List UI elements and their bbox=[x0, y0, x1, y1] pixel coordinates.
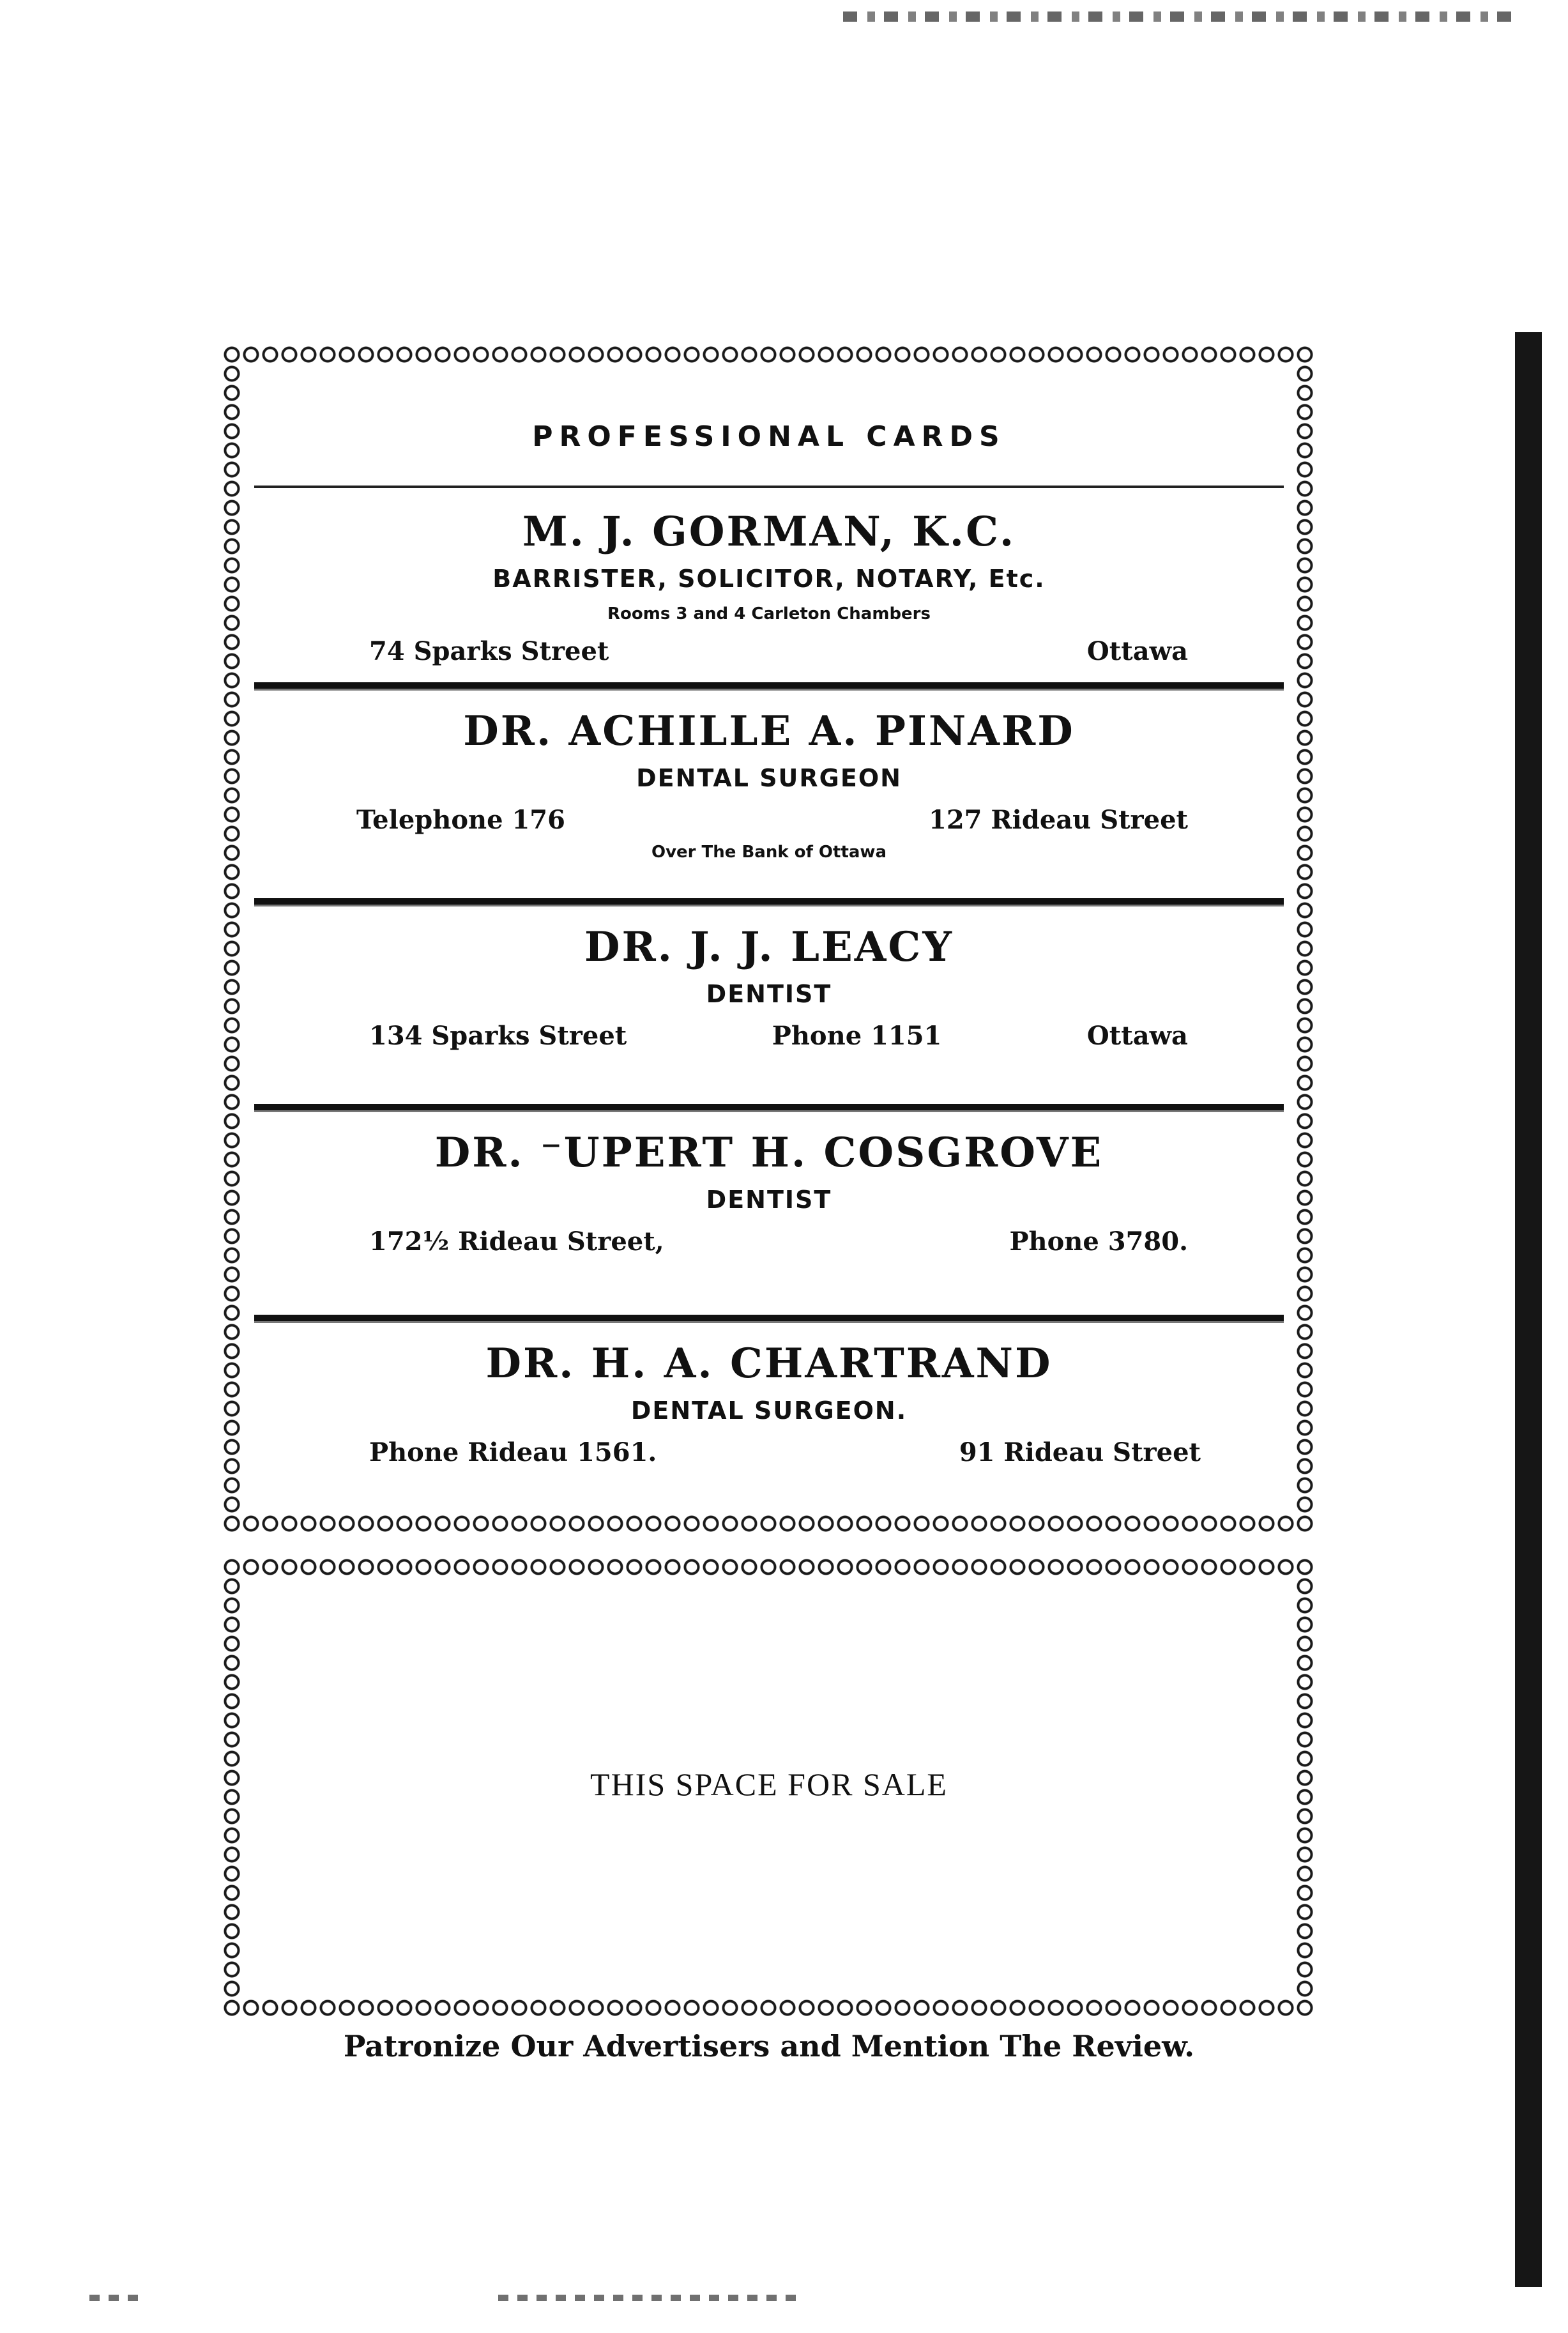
card-title: DENTIST bbox=[706, 1186, 832, 1214]
card-address-row bbox=[241, 636, 1297, 666]
card-cosgrove bbox=[241, 1131, 1297, 1257]
card-name: DR. H. A. CHARTRAND bbox=[485, 1340, 1053, 1388]
card-gorman bbox=[241, 510, 1297, 666]
card-address: 127 Rideau Street bbox=[928, 805, 1188, 836]
professional-cards-frame bbox=[222, 345, 1316, 1532]
card-phone: Phone Rideau 1561. bbox=[369, 1437, 657, 1468]
header-divider bbox=[254, 486, 1284, 488]
card-contact-row bbox=[241, 805, 1297, 835]
card-divider bbox=[254, 898, 1284, 906]
card-divider bbox=[254, 682, 1284, 691]
space-for-sale-text: THIS SPACE FOR SALE bbox=[590, 1766, 948, 1802]
card-address: 91 Rideau Street bbox=[959, 1437, 1201, 1468]
card-phone: Phone 1151 bbox=[772, 1021, 942, 1052]
card-contact-row bbox=[241, 1437, 1297, 1467]
footer-note: Patronize Our Advertisers and Mention The Review. bbox=[343, 2029, 1195, 2063]
card-telephone: Telephone 176 bbox=[356, 805, 565, 836]
card-subline: Rooms 3 and 4 Carleton Chambers bbox=[607, 604, 931, 624]
section-header: PROFESSIONAL CARDS bbox=[532, 420, 1006, 453]
card-name: DR. ACHILLE A. PINARD bbox=[463, 707, 1075, 755]
card-phone: Phone 3780. bbox=[1009, 1227, 1188, 1257]
card-contact-row bbox=[241, 1227, 1297, 1257]
card-name: DR. ⁻UPERT H. COSGROVE bbox=[434, 1129, 1104, 1177]
card-pinard bbox=[241, 709, 1297, 862]
card-title: DENTIST bbox=[706, 980, 832, 1009]
card-city: Ottawa bbox=[1086, 1021, 1188, 1052]
space-for-sale-frame bbox=[222, 1557, 1316, 2019]
card-leacy bbox=[241, 925, 1297, 1051]
card-subline: Over The Bank of Ottawa bbox=[651, 843, 887, 862]
card-title: DENTAL SURGEON bbox=[636, 764, 902, 793]
scan-edge-bar bbox=[1515, 332, 1542, 2287]
card-city: Ottawa bbox=[1086, 636, 1188, 667]
card-name: M. J. GORMAN, K.C. bbox=[522, 508, 1016, 556]
card-title: BARRISTER, SOLICITOR, NOTARY, Etc. bbox=[492, 565, 1046, 593]
card-address: 134 Sparks Street bbox=[369, 1021, 627, 1052]
card-contact-row bbox=[241, 1021, 1297, 1051]
scan-artifact-bottom-2 bbox=[498, 2295, 805, 2301]
scan-artifact-bottom bbox=[89, 2295, 147, 2301]
card-title: DENTAL SURGEON. bbox=[630, 1396, 908, 1425]
card-address: 74 Sparks Street bbox=[369, 636, 609, 667]
card-address: 172½ Rideau Street, bbox=[369, 1227, 664, 1257]
card-divider bbox=[254, 1104, 1284, 1112]
scan-artifact-top bbox=[843, 11, 1514, 22]
card-divider bbox=[254, 1315, 1284, 1323]
card-name: DR. J. J. LEACY bbox=[584, 923, 954, 971]
card-chartrand bbox=[241, 1342, 1297, 1467]
